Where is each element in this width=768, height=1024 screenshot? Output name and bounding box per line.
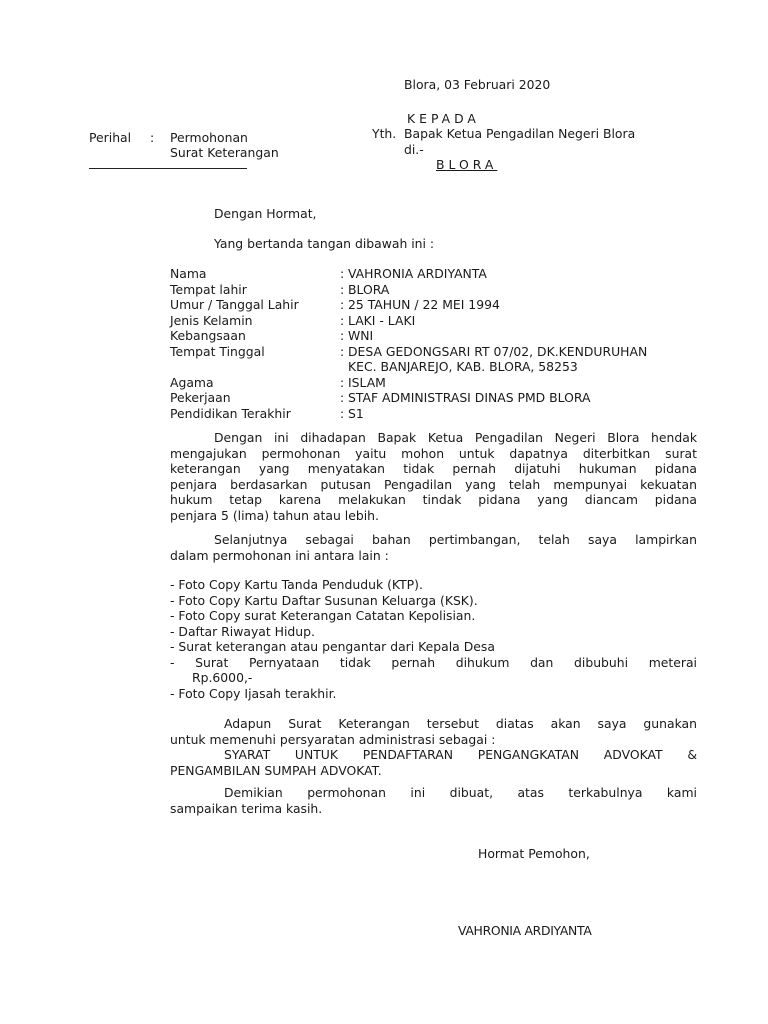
- paragraph-line: Dengan ini dihadapan Bapak Ketua Pengadilan Negeri Blora hendak: [214, 430, 697, 445]
- perihal-line2: Surat Keterangan: [170, 145, 279, 160]
- paragraph-closing: [170, 785, 697, 816]
- field-label: Pekerjaan: [170, 390, 231, 405]
- field-value: LAKI - LAKI: [348, 312, 416, 328]
- list-item: - Foto Copy Kartu Tanda Penduduk (KTP).: [170, 577, 423, 592]
- paragraph-request: [170, 430, 697, 523]
- field-label: Tempat Tinggal: [170, 343, 265, 359]
- field-value: STAF ADMINISTRASI DINAS PMD BLORA: [348, 390, 591, 405]
- paragraph-line: dalam permohonan ini antara lain :: [170, 547, 389, 563]
- paragraph-line: mengajukan permohonan yaitu mohon untuk dapatnya diterbitkan surat: [170, 445, 697, 461]
- list-item-continuation: Rp.6000,-: [192, 670, 253, 685]
- greeting: Dengan Hormat,: [214, 206, 317, 221]
- paragraph-line: Demikian permohonan ini dibuat, atas terkabulnya kami: [224, 785, 697, 800]
- field-label: Agama: [170, 374, 214, 390]
- field-label: Pendidikan Terakhir: [170, 405, 291, 421]
- field-label: Nama: [170, 266, 207, 281]
- paragraph-line: hukum tetap karena melakukan tindak pidana yang diancam pidana: [170, 492, 697, 507]
- field-value: VAHRONIA ARDIYANTA: [348, 266, 487, 281]
- field-colon: :: [340, 328, 345, 343]
- field-colon: :: [340, 281, 345, 297]
- field-value: DESA GEDONGSARI RT 07/02, DK.KENDURUHAN: [348, 343, 648, 359]
- identity-row-nama: [170, 266, 710, 282]
- identity-row-tempat-lahir: [170, 282, 710, 298]
- paragraph-line: penjara 5 (lima) tahun atau lebih.: [170, 507, 379, 523]
- field-colon: :: [340, 405, 345, 421]
- perihal-underline: [89, 168, 247, 169]
- recipient: Bapak Ketua Pengadilan Negeri Blora: [404, 126, 636, 141]
- yth-prefix: Yth.: [372, 126, 397, 141]
- paragraph-line: keterangan yang menyatakan tidak pernah dijatuhi hukuman pidana: [170, 461, 697, 476]
- paragraph-line: sampaikan terima kasih.: [170, 800, 323, 816]
- attachments-list: [170, 577, 697, 701]
- identity-row-umur: [170, 297, 710, 313]
- perihal-label: Perihal: [89, 130, 132, 145]
- field-colon: :: [340, 266, 345, 281]
- paragraph-line: penjara berdasarkan putusan Pengadilan yang telah mempunyai kekuatan: [170, 476, 697, 492]
- identity-row-pekerjaan: [170, 390, 710, 406]
- field-value-line2: KEC. BANJAREJO, KAB. BLORA, 58253: [348, 359, 578, 374]
- perihal-line1: Permohonan: [170, 130, 248, 145]
- field-value: WNI: [348, 328, 374, 343]
- field-colon: :: [340, 343, 345, 359]
- paragraph-line: PENGAMBILAN SUMPAH ADVOKAT.: [170, 762, 382, 778]
- field-label: Jenis Kelamin: [170, 312, 253, 328]
- field-colon: :: [340, 374, 345, 390]
- identity-row-pendidikan: [170, 406, 710, 422]
- field-label: Tempat lahir: [170, 281, 247, 297]
- identity-row-agama: [170, 375, 710, 391]
- intro-text: Yang bertanda tangan dibawah ini :: [214, 236, 435, 251]
- paragraph-line: SYARAT UNTUK PENDAFTARAN PENGANGKATAN ADVOKAT &: [224, 747, 697, 762]
- list-item: - Surat Pernyataan tidak pernah dihukum dan dibubuhi meterai: [170, 654, 697, 670]
- closing-salutation: Hormat Pemohon,: [478, 846, 590, 861]
- paragraph-attachments-intro: [170, 532, 697, 563]
- identity-row-kebangsaan: [170, 328, 710, 344]
- field-colon: :: [340, 390, 345, 405]
- field-value: S1: [348, 405, 364, 421]
- perihal-colon: :: [150, 130, 155, 145]
- place-date: Blora, 03 Februari 2020: [404, 77, 551, 92]
- kepada-label: KEPADA: [407, 111, 480, 126]
- field-label: Kebangsaan: [170, 328, 246, 343]
- field-colon: :: [340, 312, 345, 328]
- identity-row-jenis-kelamin: [170, 313, 710, 329]
- list-item: - Surat keterangan atau pengantar dari Kepala Desa: [170, 639, 495, 654]
- field-value: BLORA: [348, 281, 390, 297]
- paragraph-line: untuk memenuhi persyaratan administrasi sebagai :: [170, 731, 496, 747]
- list-item: - Foto Copy Ijasah terakhir.: [170, 685, 337, 701]
- di-label: di.-: [404, 142, 424, 157]
- list-item: - Foto Copy surat Keterangan Catatan Kepolisian.: [170, 608, 476, 623]
- paragraph-line: Adapun Surat Keterangan tersebut diatas akan saya gunakan: [224, 716, 697, 731]
- paragraph-line: Selanjutnya sebagai bahan pertimbangan, telah saya lampirkan: [214, 532, 697, 547]
- paragraph-purpose: [170, 716, 697, 778]
- list-item: - Foto Copy Kartu Daftar Susunan Keluarga (KSK).: [170, 592, 478, 608]
- field-label: Umur / Tanggal Lahir: [170, 297, 299, 312]
- list-item: - Daftar Riwayat Hidup.: [170, 623, 315, 639]
- field-value: 25 TAHUN / 22 MEI 1994: [348, 297, 500, 312]
- signature-name: VAHRONIA ARDIYANTA: [458, 923, 592, 938]
- field-colon: :: [340, 297, 345, 312]
- field-value: ISLAM: [348, 374, 386, 390]
- recipient-city: BLORA: [436, 157, 498, 172]
- identity-row-tempat-tinggal: [170, 344, 710, 375]
